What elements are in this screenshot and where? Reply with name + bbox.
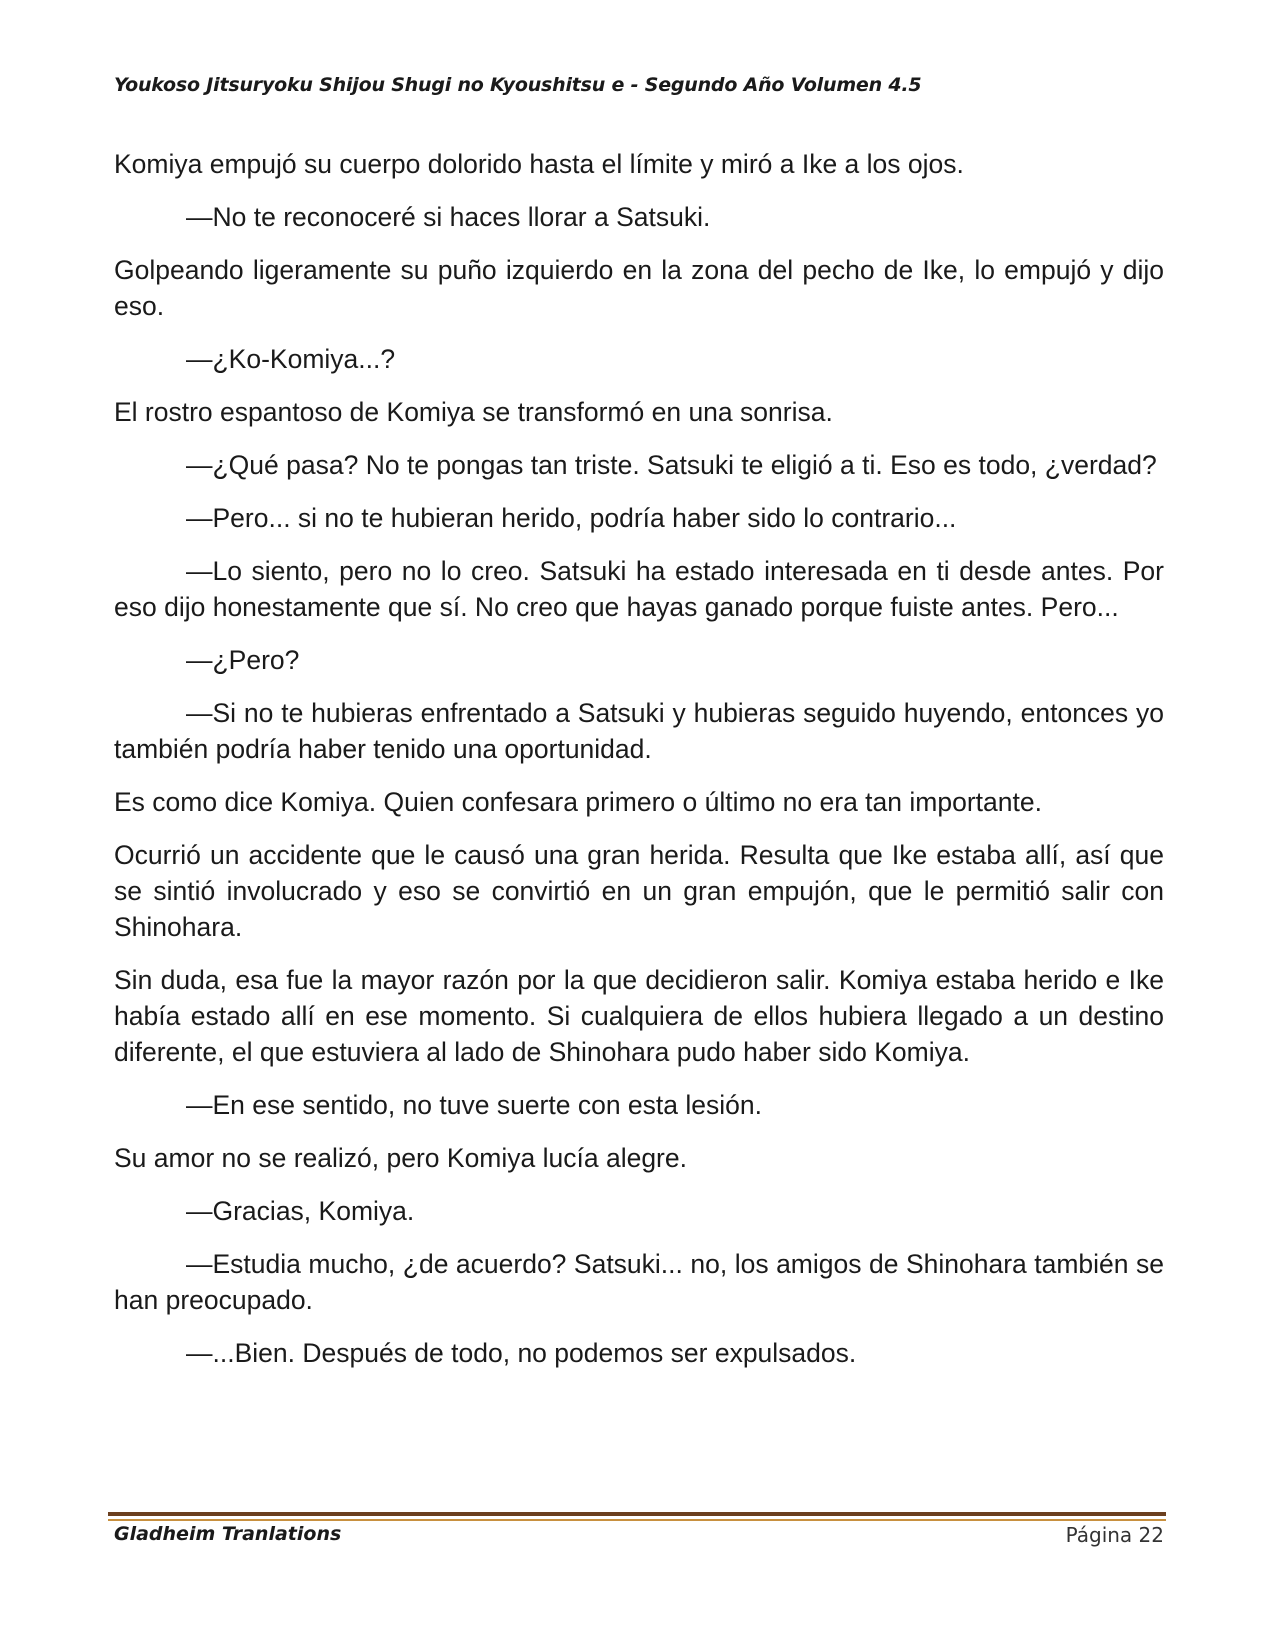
paragraph-6: —¿Qué pasa? No te pongas tan triste. Satsuki te eligió a ti. Eso es todo, ¿verdad?	[186, 450, 1157, 480]
paragraph-12: Ocurrió un accidente que le causó una gran herida. Resulta que Ike estaba allí, así que se sintió involucrado y eso se convirtió en un gran empujón, que le permitió salir con Shinohara.	[114, 840, 1164, 942]
paragraph-3: Golpeando ligeramente su puño izquierdo en la zona del pecho de Ike, lo empujó y dijo eso.	[114, 255, 1164, 321]
paragraph-15: Su amor no se realizó, pero Komiya lucía alegre.	[114, 1143, 687, 1173]
paragraph-14: —En ese sentido, no tuve suerte con esta lesión.	[186, 1090, 762, 1120]
paragraph-2: —No te reconoceré si haces llorar a Satsuki.	[186, 202, 711, 232]
paragraph-11: Es como dice Komiya. Quien confesara primero o último no era tan importante.	[114, 787, 1042, 817]
paragraph-18: —...Bien. Después de todo, no podemos ser expulsados.	[186, 1338, 857, 1368]
paragraph-10: —Si no te hubieras enfrentado a Satsuki y hubieras seguido huyendo, entonces yo también podría haber tenido una oportunidad.	[114, 698, 1164, 764]
footer-divider-thin	[108, 1519, 1166, 1521]
footer-credit: Gladheim Tranlations	[114, 1523, 342, 1545]
paragraph-1: Komiya empujó su cuerpo dolorido hasta el límite y miró a Ike a los ojos.	[114, 149, 964, 179]
footer-divider-thick	[108, 1512, 1166, 1516]
page-body	[114, 146, 1164, 1388]
paragraph-13: Sin duda, esa fue la mayor razón por la que decidieron salir. Komiya estaba herido e Ike había estado allí en ese momento. Si cualquiera de ellos hubiera llegado a un destino diferente, el que estuviera al lado de Shinohara pudo haber sido Komiya.	[114, 965, 1164, 1067]
page-header-title: Youkoso Jitsuryoku Shijou Shugi no Kyoushitsu e - Segundo Año Volumen 4.5	[114, 74, 922, 96]
paragraph-7: —Pero... si no te hubieran herido, podría haber sido lo contrario...	[186, 503, 957, 533]
paragraph-4: —¿Ko-Komiya...?	[186, 344, 396, 374]
page-number: Página 22	[1065, 1523, 1164, 1547]
paragraph-16: —Gracias, Komiya.	[186, 1196, 415, 1226]
paragraph-9: —¿Pero?	[186, 645, 300, 675]
paragraph-5: El rostro espantoso de Komiya se transformó en una sonrisa.	[114, 397, 833, 427]
paragraph-8: —Lo siento, pero no lo creo. Satsuki ha estado interesada en ti desde antes. Por eso dijo honestamente que sí. No creo que hayas ganado porque fuiste antes. Pero...	[114, 556, 1164, 622]
paragraph-17: —Estudia mucho, ¿de acuerdo? Satsuki... no, los amigos de Shinohara también se han preocupado.	[114, 1249, 1164, 1315]
